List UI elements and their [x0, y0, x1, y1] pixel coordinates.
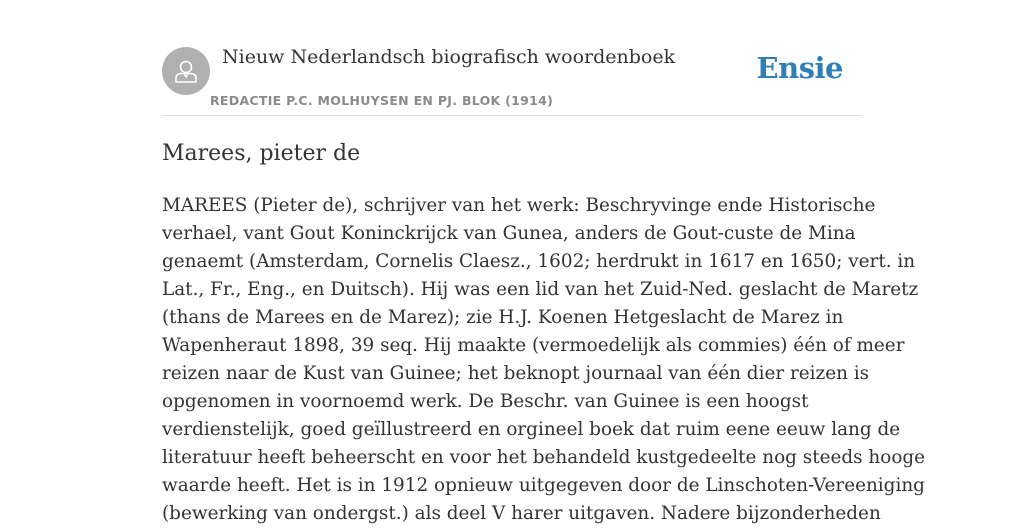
source-editors: REDACTIE P.C. MOLHUYSEN EN PJ. BLOK (1914)	[210, 93, 554, 108]
source-header	[162, 0, 862, 116]
body-line: opgenomen in voornoemd werk. De Beschr. van Guinee is een hoogst	[162, 391, 809, 412]
entry-title: Marees, pieter de	[162, 141, 361, 166]
body-line: reizen naar de Kust van Guinee; het beknopt journaal van één dier reizen is	[162, 363, 870, 384]
body-line: genaemt (Amsterdam, Cornelis Claesz., 1602; herdrukt in 1617 en 1650; vert. in	[162, 251, 916, 272]
source-title[interactable]: Nieuw Nederlandsch biografisch woordenboek	[222, 46, 676, 68]
body-line: (bewerking van ondergst.) als deel V harer uitgaven. Nadere bijzonderheden	[162, 503, 881, 524]
ensie-logo[interactable]: Ensie	[756, 51, 843, 85]
body-line: Lat., Fr., Eng., en Duitsch). Hij was een lid van het Zuid-Ned. geslacht de Maretz	[162, 279, 919, 300]
user-icon	[172, 57, 200, 85]
page-container	[162, 0, 926, 524]
avatar	[162, 47, 210, 95]
body-line: (thans de Marees en de Marez); zie H.J. Koenen Hetgeslacht de Marez in	[162, 307, 844, 328]
body-line: literatuur heeft beheerscht en voor het behandeld kustgedeelte nog steeds hooge	[162, 447, 926, 468]
body-line: verdienstelijk, goed geïllustreerd en orgineel boek dat ruim eene eeuw lang de	[162, 419, 901, 440]
entry-body	[162, 192, 926, 528]
body-line: waarde heeft. Het is in 1912 opnieuw uitgegeven door de Linschoten-Vereeniging	[162, 475, 925, 496]
body-line: MAREES (Pieter de), schrijver van het werk: Beschryvinge ende Historische	[162, 195, 876, 216]
body-line: Wapenheraut 1898, 39 seq. Hij maakte (vermoedelijk als commies) één of meer	[162, 335, 905, 356]
body-line: verhael, vant Gout Koninckrijck van Gunea, anders de Gout-custe de Mina	[162, 223, 856, 244]
